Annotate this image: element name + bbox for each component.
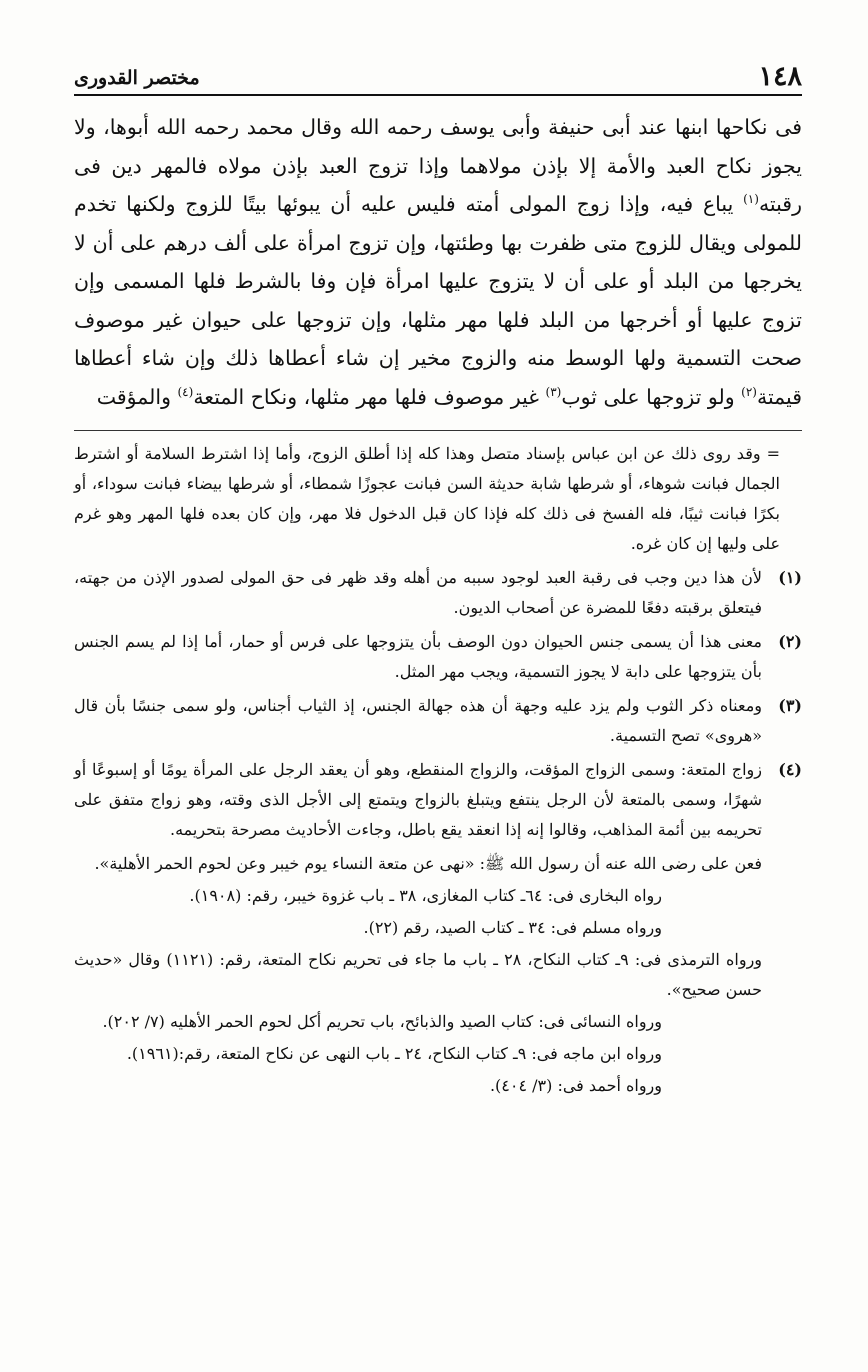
hadith-source: ورواه أحمد فى: (٣/ ٤٠٤). (489, 1076, 662, 1095)
hadith-source: رواه البخارى فى: ٦٤ـ كتاب المغازى، ٣٨ ـ باب غزوة خيبر، رقم: (١٩٠٨). (189, 886, 662, 905)
footnote-number: (٢) (778, 632, 802, 651)
footnote-ref-4[interactable]: (٤) (177, 384, 194, 399)
footnotes (74, 439, 802, 1101)
hadith-source: ورواه ابن ماجه فى: ٩ـ كتاب النكاح، ٢٤ ـ باب النهى عن نكاح المتعة، رقم:(١٩٦١). (126, 1044, 662, 1063)
page-number: ١٤٨ (758, 61, 802, 92)
main-text-segment: يباع فيه، وإذا زوج المولى أمته فليس عليه أن يبوئها بيتًا للزوج ولكنها تخدم للمولى ويقال للزوج متى ظفرت بها وطئتها، وإن تزوج امرأة على ألف درهم على أن لا يخرجها من البلد أو على أن لا يتزوج عليها امرأة فإن وفا بالشرط فلها المسمى وإن تزوج عليها أو أخرجها من البلد فلها مهر مثلها، وإن تزوجها على حيوان غير موصوف صحت التسمية ولها الوسط منه والزوج مخير إن شاء أعطاها ذلك وإن شاء أعطاها قيمتة (74, 192, 802, 409)
footnote-ref-2[interactable]: (٢) (741, 384, 757, 399)
footnote-number: (٤) (778, 760, 802, 779)
hadith-source: ورواه مسلم فى: ٣٤ ـ كتاب الصيد، رقم (٢٢). (363, 918, 662, 937)
main-text (74, 108, 802, 416)
footnote-text: زواج المتعة: وسمى الزواج المؤقت، والزواج المنقطع، وهو أن يعقد الرجل على المرأة يومًا أو إسبوعًا أو شهرًا، وسمى بالمتعة لأن الرجل ينتفع ويتبلغ بالزواج ويتمتع إلى الأجل الذى وقته، وهو زواج متفق على تحريمه بين أئمة المذاهب، وقالوا إنه إذا انعقد يقع باطل، وجاءت الأحاديث مصرحة بتحريمه. (74, 760, 762, 839)
footnote-ref-1[interactable]: (١) (743, 192, 759, 207)
footnote-number: (٣) (778, 696, 802, 715)
footnote-number: (١) (778, 568, 802, 587)
main-text-segment: غير موصوف فلها مهر مثلها، ونكاح المتعة (193, 384, 546, 409)
book-title: مختصر القدورى (74, 67, 200, 89)
main-text-segment: فى نكاحها ابنها عند أبى حنيفة وأبى يوسف رحمه الله وقال محمد رحمه الله أبوها، ولا يجوز نكاح العبد والأمة إلا بإذن مولاهما وإذا تزوج العبد بإذن مولاه فالمهر دين فى رقبته (74, 115, 802, 216)
footnote-text: ومعناه ذكر الثوب ولم يزد عليه وجهة أن هذه جهالة الجنس، إذ الثياب أجناس، ولو سمى جنسًا بأن قال «هروى» تصح التسمية. (74, 696, 762, 745)
hadith-quote: فعن على رضى الله عنه أن رسول الله ﷺ: «نهى عن متعة النساء يوم خيبر وعن لحوم الحمر الأهلية». (94, 854, 762, 873)
footnote-divider (74, 430, 802, 431)
footnote-3 (74, 691, 802, 751)
footnote-text: معنى هذا أن يسمى جنس الحيوان دون الوصف بأن يتزوجها على فرس أو حمار، أما إذا لم يسم الجنس بأن يتزوجها على دابة لا يجوز التسمية، ويجب مهر المثل. (74, 632, 762, 681)
footnote-ref-3[interactable]: (٣) (545, 384, 562, 399)
main-text-segment: ولو تزوجها على ثوب (561, 384, 742, 409)
footnote-1 (74, 563, 802, 623)
running-header (74, 54, 802, 96)
main-text-segment: والمؤقت (96, 384, 178, 409)
footnote-text: لأن هذا دين وجب فى رقبة العبد لوجود سببه من أهله وقد ظهر فى حق المولى لصدور الإذن من جهته، فيتعلق برقبته دفعًا للمضرة عن أصحاب الديون. (74, 568, 762, 617)
footnote-continuation: = وقد روى ذلك عن ابن عباس بإسناد متصل وهذا كله إذا أطلق الزوج، وأما إذا اشترط السلامة أو اشترط الجمال فبانت شوهاء، أو شرطها شابة حديثة السن فبانت عجوزًا شمطاء، أو شرطها بيضاء فبانت سوداء، أو بكرًا فبانت ثيبًا، فله الفسخ فى ذلك كله فإذا كان قبل الدخول فلا مهر، وإن كان بعده فلها المهر وهو غرم على وليها إن كان غره. (74, 444, 781, 553)
footnote-2 (74, 627, 802, 687)
footnote-4 (74, 755, 802, 1101)
hadith-source: ورواه النسائى فى: كتاب الصيد والذبائح، باب تحريم أكل لحوم الحمر الأهليه (٧/ ٢٠٢). (102, 1012, 662, 1031)
hadith-source: ورواه الترمذى فى: ٩ـ كتاب النكاح، ٢٨ ـ باب ما جاء فى تحريم نكاح المتعة، رقم: (١١٢١) وقال «حديث حسن صحيح». (74, 950, 763, 999)
